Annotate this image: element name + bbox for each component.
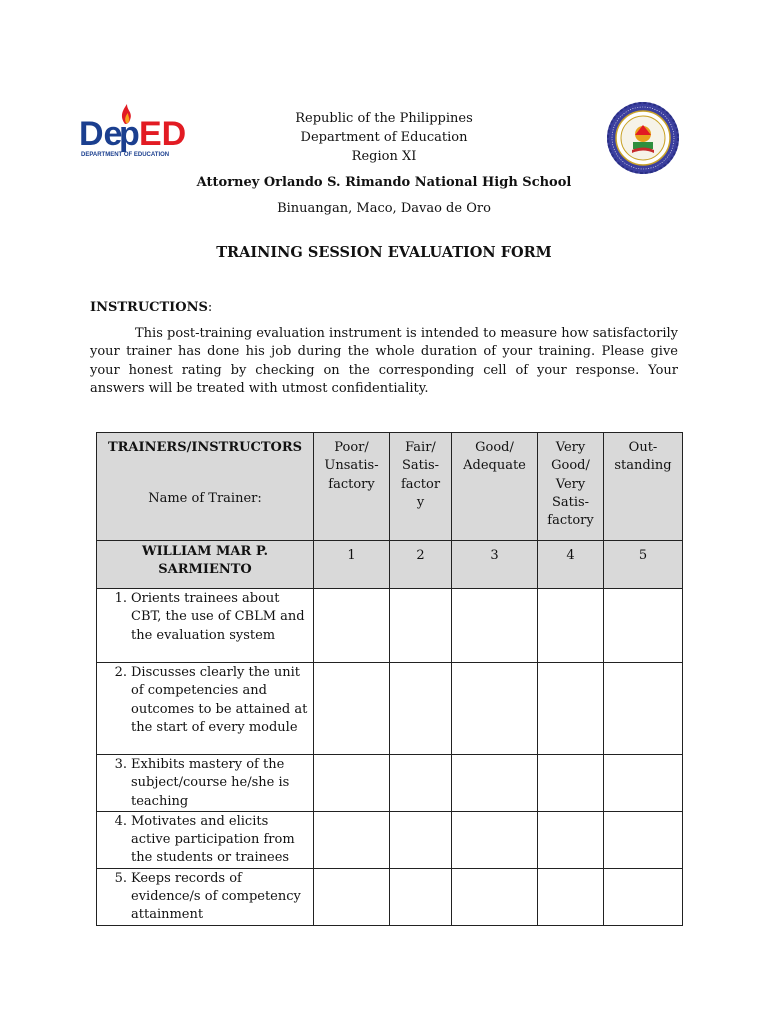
instructions-text: This post-training evaluation instrument is intended to measure how satisfactorily your trainer has done his job during the whole duration of your training. Please give your honest rating by checking on the corresponding cell of your response. Your answers will be treated with utmost confidentiality. (90, 326, 678, 396)
rating-checkbox-cell[interactable] (538, 811, 604, 868)
rating-checkbox-cell[interactable] (538, 589, 604, 663)
criterion-number: 5. (114, 870, 127, 886)
rating-checkbox-cell[interactable] (314, 589, 390, 663)
rating-checkbox-cell[interactable] (452, 811, 538, 868)
table-row (97, 868, 683, 925)
rating-header-3: Good/ Adequate (452, 433, 538, 541)
criterion-text: Motivates and elicits active participation from the students or trainees (131, 813, 295, 866)
rating-checkbox-cell[interactable] (390, 811, 452, 868)
table-row (97, 663, 683, 755)
table-row (97, 811, 683, 868)
rating-checkbox-cell[interactable] (314, 663, 390, 755)
criterion-cell (97, 811, 314, 868)
deped-wordmark: De (79, 115, 123, 153)
rating-checkbox-cell[interactable] (314, 811, 390, 868)
rating-header-5: Out- standing (604, 433, 683, 541)
rating-header-2: Fair/ Satis- factor y (390, 433, 452, 541)
rating-checkbox-cell[interactable] (452, 755, 538, 812)
rating-checkbox-cell[interactable] (604, 868, 683, 925)
criterion-cell (97, 868, 314, 925)
table-row (97, 755, 683, 812)
rating-value-4: 4 (538, 541, 604, 589)
rating-checkbox-cell[interactable] (604, 755, 683, 812)
rating-checkbox-cell[interactable] (390, 755, 452, 812)
header-department: Department of Education (300, 130, 468, 145)
criterion-cell (97, 663, 314, 755)
criterion-text: Exhibits mastery of the subject/course he/she is teaching (131, 757, 290, 809)
evaluation-table (96, 432, 683, 926)
criterion-cell (97, 755, 314, 812)
criterion-number: 3. (114, 757, 127, 772)
svg-text:ED: ED (139, 115, 187, 153)
rating-checkbox-cell[interactable] (390, 589, 452, 663)
rating-value-1: 1 (314, 541, 390, 589)
rating-checkbox-cell[interactable] (452, 589, 538, 663)
school-address: Binuangan, Maco, Davao de Oro (277, 201, 491, 216)
school-name: Attorney Orlando S. Rimando National High School (196, 175, 572, 190)
svg-text:DEPARTMENT OF EDUCATION: DEPARTMENT OF EDUCATION (81, 152, 170, 158)
svg-text:p: p (119, 115, 140, 153)
rating-checkbox-cell[interactable] (604, 589, 683, 663)
rating-header-1: Poor/ Unsatis- factory (314, 433, 390, 541)
rating-checkbox-cell[interactable] (604, 811, 683, 868)
criterion-text: Keeps records of evidence/s of competency attainment (131, 870, 301, 923)
criterion-text: Discusses clearly the unit of competencies and outcomes to be attained at the start of every module (131, 665, 308, 735)
rating-checkbox-cell[interactable] (390, 868, 452, 925)
form-title: TRAINING SESSION EVALUATION FORM (216, 244, 552, 261)
criterion-number: 1. (114, 591, 127, 606)
table-row (97, 589, 683, 663)
rating-checkbox-cell[interactable] (538, 868, 604, 925)
trainers-header-title: TRAINERS/INSTRUCTORS (107, 440, 303, 455)
criterion-number: 2. (114, 665, 127, 680)
header-republic: Republic of the Philippines (295, 111, 473, 126)
trainer-name: WILLIAM MAR P. SARMIENTO (97, 541, 314, 589)
criterion-cell (97, 589, 314, 663)
trainer-name-label: Name of Trainer: (148, 491, 262, 507)
rating-checkbox-cell[interactable] (538, 663, 604, 755)
rating-checkbox-cell[interactable] (604, 663, 683, 755)
rating-checkbox-cell[interactable] (452, 868, 538, 925)
rating-checkbox-cell[interactable] (314, 868, 390, 925)
rating-value-5: 5 (604, 541, 683, 589)
trainers-header-cell (97, 433, 314, 541)
rating-value-2: 2 (390, 541, 452, 589)
rating-value-3: 3 (452, 541, 538, 589)
header-region: Region XI (351, 149, 417, 164)
instructions-label: INSTRUCTIONS: (90, 300, 213, 315)
criterion-text: Orients trainees about CBT, the use of CBLM and the evaluation system (131, 591, 305, 643)
rating-checkbox-cell[interactable] (390, 663, 452, 755)
rating-checkbox-cell[interactable] (452, 663, 538, 755)
rating-checkbox-cell[interactable] (538, 755, 604, 812)
criterion-number: 4. (114, 813, 127, 829)
rating-checkbox-cell[interactable] (314, 755, 390, 812)
rating-header-4: Very Good/ Very Satis- factory (538, 433, 604, 541)
